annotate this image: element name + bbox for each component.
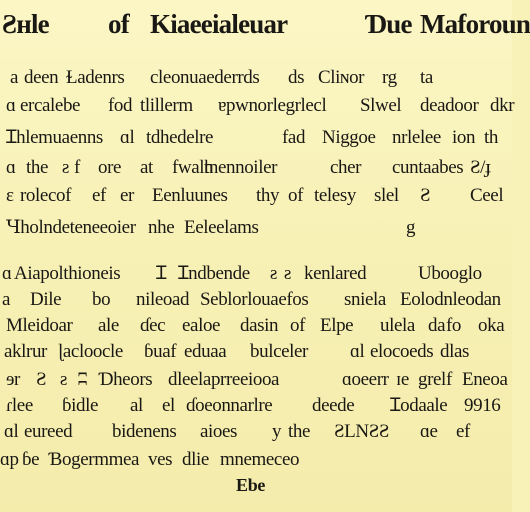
text-word: da: [428, 315, 446, 336]
text-word: fwalh: [172, 157, 214, 178]
text-word: ɘr: [6, 369, 20, 390]
text-word: Seblorlouaefos: [200, 289, 309, 310]
text-word: ef: [92, 185, 106, 206]
text-word: a: [10, 67, 19, 88]
text-line: [0, 314, 512, 338]
text-word: eureed: [24, 421, 73, 442]
text-line: [0, 126, 512, 150]
text-word: ɗec: [140, 315, 166, 336]
text-word: Eneoa: [462, 369, 508, 390]
text-word: ɾlee: [6, 395, 33, 416]
text-word: ɑe: [420, 421, 438, 442]
text-word: tnennoiler: [204, 157, 278, 178]
text-word: Cliɴor: [318, 67, 365, 88]
text-line: [0, 94, 515, 118]
text-word: dlas: [440, 341, 470, 362]
text-word: dleelaprreeiooa: [168, 369, 280, 390]
text-word: the: [288, 421, 311, 442]
text-word: g: [406, 217, 416, 238]
text-word: aioes: [200, 421, 238, 442]
text-word: Ɓogermmea: [48, 449, 140, 470]
text-word: ealoe: [182, 315, 221, 336]
text-word: Eenluunes: [152, 185, 228, 206]
text-line: [0, 184, 512, 208]
text-word: bo: [92, 289, 111, 310]
text-word: ore: [98, 157, 122, 178]
text-word: ion: [452, 127, 476, 148]
text-word: Mleidoar: [6, 315, 73, 336]
text-word: er: [120, 185, 134, 206]
text-word: ta: [420, 67, 433, 88]
text-word: Ubooglo: [418, 263, 482, 284]
text-word: Eeleelams: [184, 217, 259, 238]
text-word: tdhedelre: [146, 127, 214, 148]
text-word: elocoeds: [370, 341, 434, 362]
text-word: dkr: [490, 95, 515, 116]
text-line: [0, 262, 512, 286]
text-word: deen: [24, 67, 59, 88]
text-word: ɑl: [350, 341, 365, 362]
text-line: [0, 66, 512, 90]
text-word: ale: [98, 315, 119, 336]
text-line: [0, 288, 512, 312]
text-word: mnemeceo: [220, 449, 300, 470]
title-word: Ɗue: [365, 9, 412, 39]
text-word: oka: [478, 315, 505, 336]
text-word: nileoad: [136, 289, 190, 310]
text-word: ds: [288, 67, 305, 88]
text-word: ɑ: [2, 263, 12, 284]
text-word: Ɫadenrs: [66, 67, 125, 88]
text-word: al: [130, 395, 143, 416]
text-word: ɑp: [0, 449, 19, 470]
text-word: ƨ: [60, 369, 67, 390]
text-line: [0, 216, 512, 240]
text-word: cher: [330, 157, 362, 178]
text-word: ves: [148, 449, 173, 470]
text-word: Slwel: [360, 95, 402, 116]
text-line: [0, 394, 512, 418]
text-word: of: [290, 315, 306, 336]
text-word: Ɪhlemuaenns: [6, 127, 103, 148]
text-word: Ɪodaale: [390, 395, 448, 416]
text-word: el: [162, 395, 175, 416]
text-word: ɑ: [6, 95, 16, 116]
text-word: kenlared: [304, 263, 367, 284]
text-line: [0, 420, 512, 444]
text-word: ɭacloocle: [58, 341, 123, 362]
title-word: Maforoun: [420, 9, 530, 39]
text-word: bulceler: [250, 341, 308, 362]
text-word: Dile: [30, 289, 62, 310]
text-word: Aiapolthioneis: [14, 263, 121, 284]
text-word: cleonuaederrds: [150, 67, 260, 88]
text-word: cuntaabes: [392, 157, 464, 178]
text-word: of: [288, 185, 304, 206]
text-word: ef: [456, 421, 470, 442]
text-word: f: [74, 157, 80, 178]
text-word: rg: [382, 67, 397, 88]
text-word: ɓuaf: [144, 341, 177, 362]
text-word: Eolodnleodan: [400, 289, 501, 310]
text-word: eduaa: [184, 341, 227, 362]
text-word: ƨ: [270, 263, 277, 284]
text-word: Ɪ: [156, 263, 167, 284]
footer-word: Ebe: [236, 475, 266, 495]
text-word: grelf: [418, 369, 452, 390]
text-word: ʭ: [78, 369, 87, 390]
text-word: the: [26, 157, 49, 178]
text-word: dasin: [240, 315, 279, 336]
text-word: ƧLNƧƧ: [334, 421, 390, 442]
text-word: telesy: [314, 185, 356, 206]
text-word: aklrur: [4, 341, 47, 362]
text-word: ɐpwnorlegrlecl: [218, 95, 327, 116]
title-word: Kiaeeialeuar: [150, 9, 288, 39]
text-line: [0, 448, 512, 472]
text-word: nhe: [148, 217, 175, 238]
text-word: dlie: [182, 449, 209, 470]
text-word: ɪe: [396, 369, 409, 390]
text-word: Ƨ: [420, 185, 431, 206]
text-word: Ɗheors: [98, 369, 153, 390]
text-word: at: [140, 157, 153, 178]
text-word: fo: [446, 315, 462, 336]
text-word: ɑl: [4, 421, 19, 442]
text-word: Niggoe: [322, 127, 376, 148]
title-word: of: [108, 9, 129, 39]
text-word: ƨ: [284, 263, 291, 284]
text-word: Elpe: [320, 315, 354, 336]
text-word: Ƨ: [36, 369, 47, 390]
text-word: deede: [312, 395, 355, 416]
text-word: ɑoeerr: [342, 369, 389, 390]
text-word: th: [484, 127, 498, 148]
text-word: Ɥholndeteneeoier: [6, 217, 136, 238]
text-word: fod: [108, 95, 133, 116]
text-word: Ɪndbende: [178, 263, 250, 284]
text-line: [0, 368, 512, 392]
text-word: rolecof: [20, 185, 71, 206]
text-word: ulela: [380, 315, 415, 336]
text-word: Ƨ/ɟ: [470, 157, 491, 178]
text-word: thy: [256, 185, 280, 206]
text-line: [0, 156, 512, 180]
text-word: a: [2, 289, 11, 310]
text-word: tlillerm: [140, 95, 193, 116]
text-word: y: [272, 421, 282, 442]
text-word: ɓe: [22, 449, 40, 470]
text-word: fad: [282, 127, 306, 148]
text-word: deadoor: [420, 95, 479, 116]
text-word: ɗoeonnarlre: [186, 395, 273, 416]
text-word: ɓidle: [62, 395, 98, 416]
text-word: ercalebe: [20, 95, 81, 116]
text-word: ɑ: [6, 157, 16, 178]
text-word: Ceel: [470, 185, 504, 206]
text-word: sniela: [344, 289, 386, 310]
text-word: ɑl: [120, 127, 135, 148]
text-word: ɛ: [6, 185, 14, 206]
text-word: ƨ: [62, 157, 69, 178]
text-word: bidenens: [112, 421, 177, 442]
title-word: Ƨʜle: [2, 9, 49, 39]
text-word: slel: [374, 185, 399, 206]
text-word: nrlelee: [392, 127, 441, 148]
text-word: 9916: [464, 395, 501, 416]
text-line: [0, 340, 512, 364]
